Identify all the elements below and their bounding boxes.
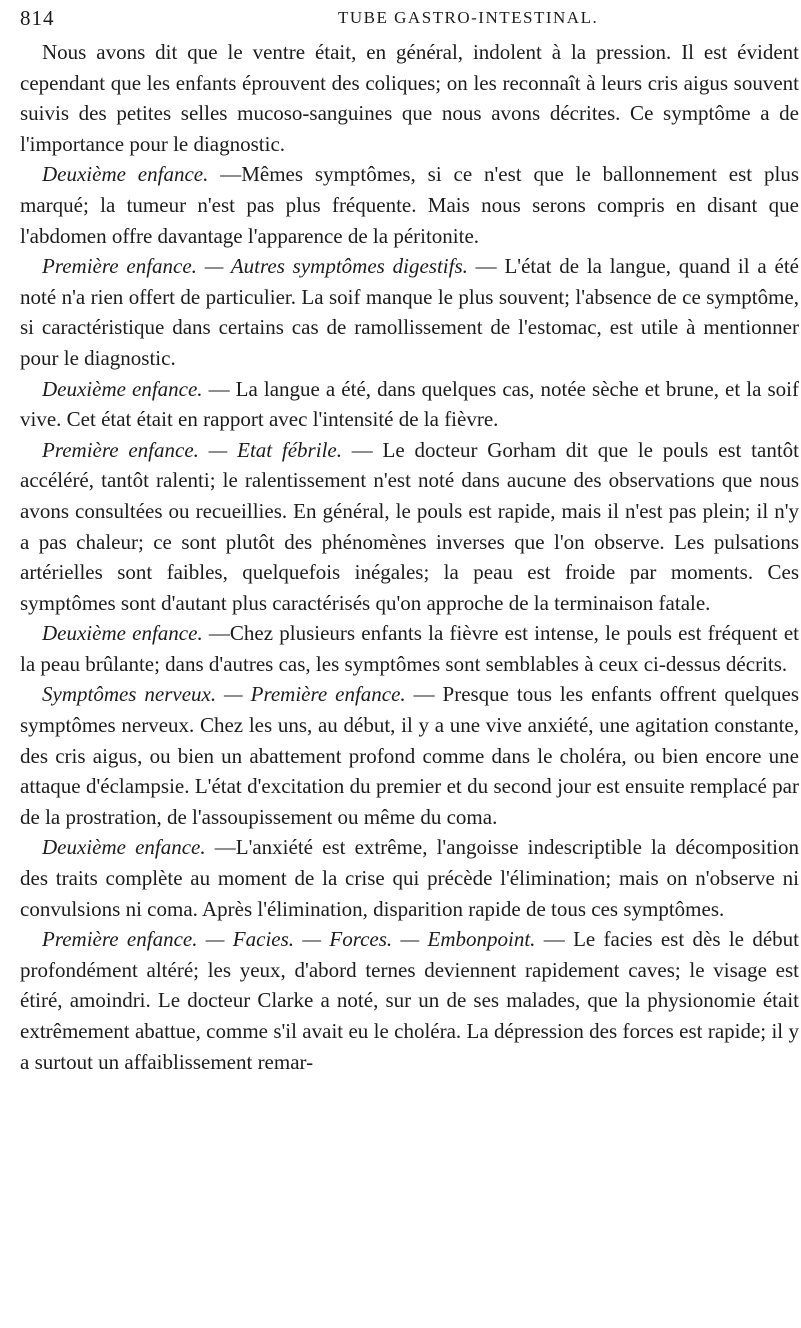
paragraph-text: —Chez plusieurs enfants la fièvre est intense, le pouls est fréquent et la peau brûlante; dans d'autres cas, les symptômes sont semblables à ceux ci-dessus décrits.	[20, 621, 800, 676]
page-number: 814	[20, 6, 55, 30]
paragraph	[20, 374, 799, 435]
section-heading: Première enfance. — Etat fébrile.	[42, 437, 342, 462]
section-heading: Symptômes nerveux. — Première enfance.	[42, 682, 406, 707]
paragraph	[20, 435, 799, 619]
paragraph	[20, 832, 799, 924]
paragraph-text: —L'anxiété est extrême, l'angoisse indescriptible la décomposition des traits complète au moment de la crise qui précède l'élimination; mais on n'observe ni convulsions ni coma. Après l'élimination, disparition rapide de tous ces symptômes.	[20, 835, 799, 921]
paragraph-text: — Presque tous les enfants offrent quelques symptômes nerveux. Chez les uns, au début, il y a une vive anxiété, une agitation constante, des cris aigus, ou bien un abattement profond comme dans le choléra, ou bien encore une attaque d'éclampsie. L'état d'excitation du premier et du second jour est ensuite remplacé par de la prostration, de l'assoupissement ou même du coma.	[20, 682, 799, 829]
paragraph-text: Nous avons dit que le ventre était, en général, indolent à la pression. Il est évident cependant que les enfants éprouvent des coliques; on les reconnaît à leurs cris aigus souvent suivis des petites selles mucoso-sanguines que nous avons décrites. Ce symptôme a de l'importance pour le diagnostic.	[20, 40, 799, 156]
paragraph	[20, 618, 799, 679]
body-text	[20, 37, 799, 1077]
paragraph	[20, 159, 799, 251]
paragraph	[20, 251, 799, 373]
paragraph	[20, 679, 799, 832]
page-header	[0, 6, 801, 36]
paragraph-text: — Le docteur Gorham dit que le pouls est tantôt accéléré, tantôt ralenti; le ralentissement n'est noté dans aucune des observations que nous avons consultées ou recueillies. En général, le pouls est rapide, mais il n'est pas plein; il n'y a pas chaleur; ce sont plutôt des phénomènes inverses que l'on observe. Les pulsations artérielles sont faibles, quelquefois inégales; la peau est froide par moments. Ces symptômes sont d'autant plus caractérisés qu'on approche de la terminaison fatale.	[20, 437, 799, 615]
paragraph-text: — L'état de la langue, quand il a été noté n'a rien offert de particulier. La soif manque le plus souvent; l'absence de ce symptôme, si caractéristique dans certains cas de ramollissement de l'estomac, est utile à mentionner pour le diagnostic.	[20, 254, 799, 370]
section-heading: Première enfance. — Autres symptômes digestifs.	[42, 254, 468, 279]
section-heading: Deuxième enfance.	[42, 835, 206, 860]
section-heading: Deuxième enfance.	[42, 621, 203, 646]
section-heading: Première enfance. — Facies. — Forces. — Embonpoint.	[42, 927, 536, 952]
running-head: TUBE GASTRO-INTESTINAL.	[338, 8, 599, 27]
paragraph-text: — La langue a été, dans quelques cas, notée sèche et brune, et la soif vive. Cet état était en rapport avec l'intensité de la fièvre.	[20, 376, 799, 432]
paragraph	[20, 37, 799, 159]
section-heading: Deuxième enfance.	[42, 376, 203, 401]
section-heading: Deuxième enfance.	[42, 162, 209, 187]
paragraph-text: —Mêmes symptômes, si ce n'est que le ballonnement est plus marqué; la tumeur n'est pas plus fréquente. Mais nous serons compris en disant que l'abdomen offre davantage l'apparence de la péritonite.	[20, 162, 799, 248]
paragraph	[20, 924, 799, 1077]
paragraph-text: — Le facies est dès le début profondément altéré; les yeux, d'abord ternes deviennent rapidement caves; le visage est étiré, amoindri. Le docteur Clarke a noté, sur un de ses malades, que la physionomie était extrêmement abattue, comme s'il avait eu le choléra. La dépression des forces est rapide; il y a surtout un affaiblissement remar-	[20, 927, 799, 1074]
